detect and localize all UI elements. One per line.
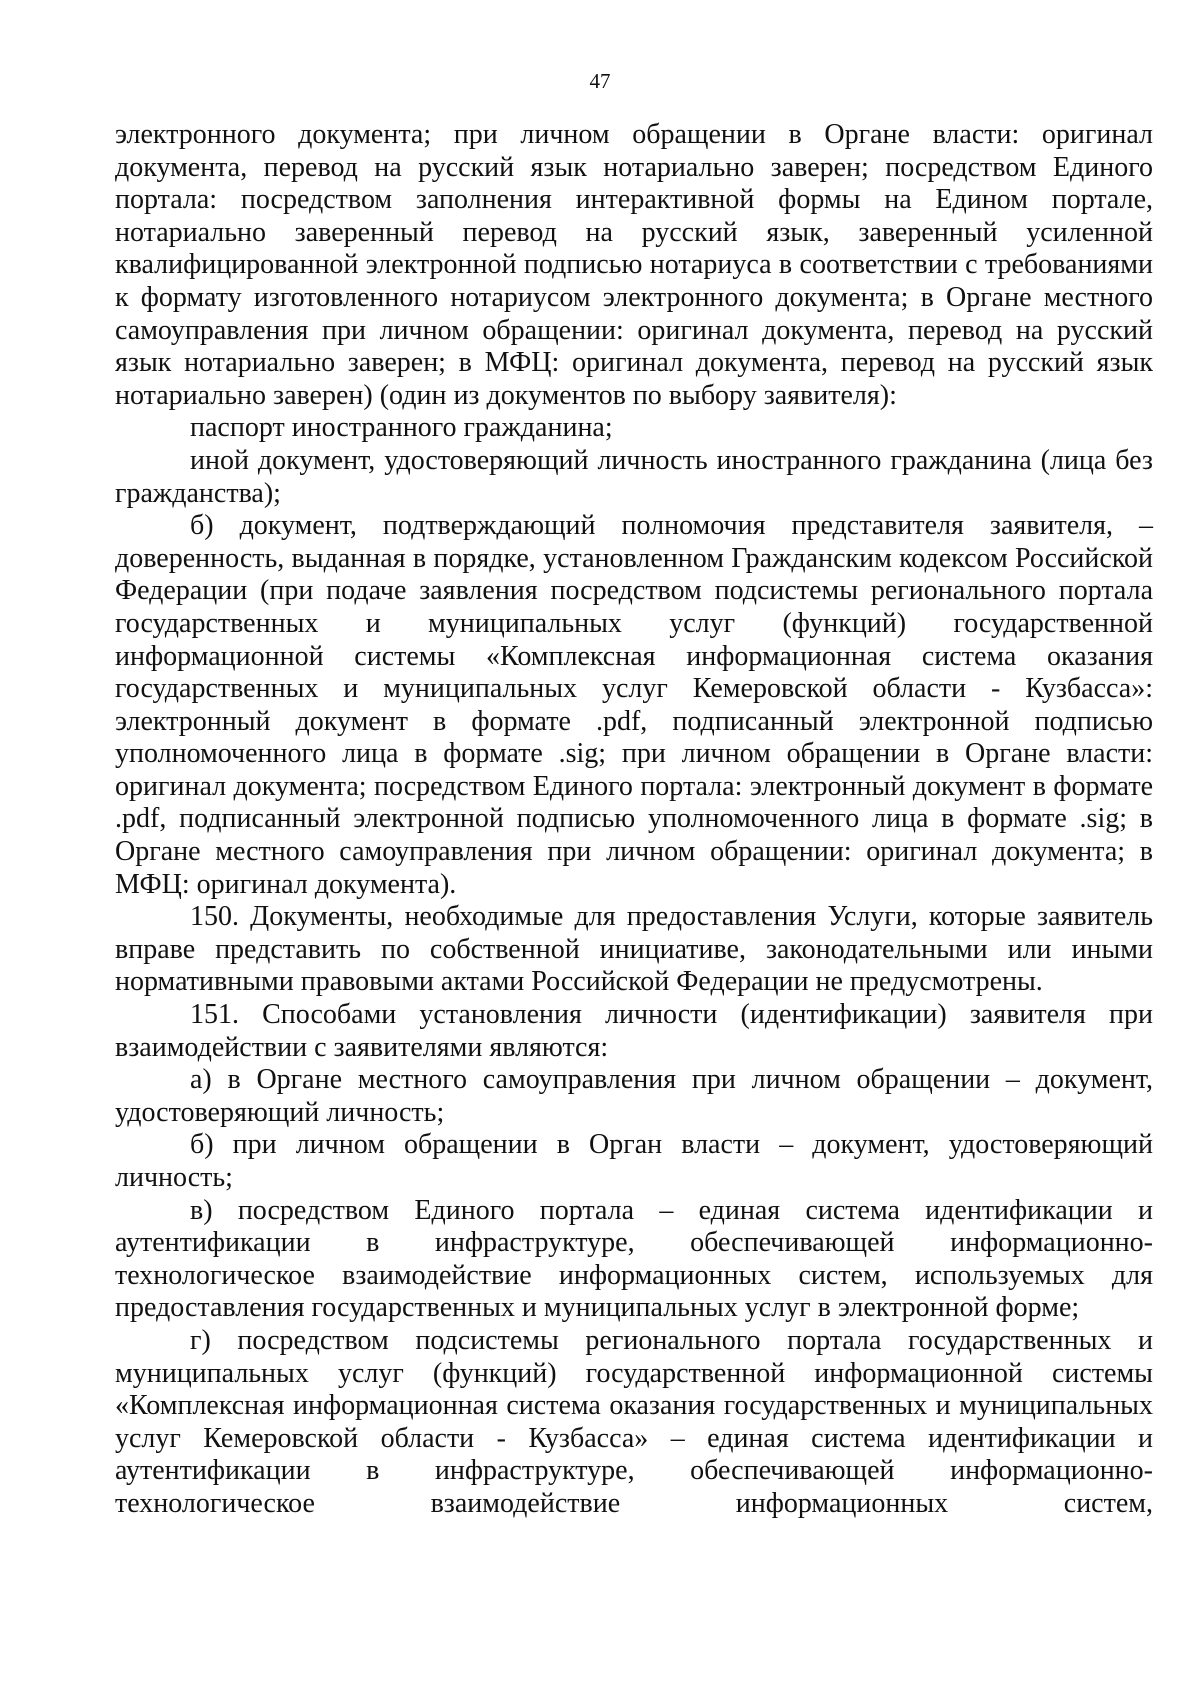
paragraph-foreign-passport: паспорт иностранного гражданина; <box>190 412 613 444</box>
paragraph-150: 150. Документы, необходимые для предоставления Услуги, которые заявитель вправе представить по собственной инициативе, законодательными или иными нормативными правовыми актами Российской Федерации не предусмотрены. <box>115 901 1153 998</box>
paragraph-item-b-representative: б) документ, подтверждающий полномочия представителя заявителя, – доверенность, выданная в порядке, установленном Гражданским кодексом Российской Федерации (при подаче заявления посредством подсистемы регионального портала государственных и муниципальных услуг (функций) государственной информационной системы «Комплексная информационная система оказания государственных и муниципальных услуг Кемеровской области - Кузбасса»: электронный документ в формате .pdf, подписанный электронной подписью уполномоченного лица в формате .sig; при личном обращении в Органе власти: оригинал документа; посредством Единого портала: электронный документ в формате .pdf, подписанный электронной подписью уполномоченного лица в формате .sig; в Органе местного самоуправления при личном обращении: оригинал документа; в МФЦ: оригинал документа). <box>115 510 1153 900</box>
paragraph-item-g: г) посредством подсистемы регионального портала государственных и муниципальных услуг (функций) государственной информационной системы «Комплексная информационная система оказания государственных и муниципальных услуг Кемеровской области - Кузбасса» – единая система идентификации и аутентификации в инфраструктуре, обеспечивающей информационно-технологическое взаимодействие информационных систем, <box>115 1324 1153 1519</box>
paragraph-other-identity-document: иной документ, удостоверяющий личность иностранного гражданина (лица без гражданства); <box>115 444 1153 509</box>
paragraph-151: 151. Способами установления личности (идентификации) заявителя при взаимодействии с заявителями являются: <box>115 999 1153 1063</box>
paragraph-continuation: электронного документа; при личном обращении в Органе власти: оригинал документа, перевод на русский язык нотариально заверен; посредством Единого портала: посредством заполнения интерактивной формы на Едином портале, нотариально заверенный перевод на русский язык, заверенный усиленной квалифицированной электронной подписью нотариуса в соответствии с требованиями к формату изготовленного нотариусом электронного документа; в Органе местного самоуправления при личном обращении: оригинал документа, перевод на русский язык нотариально заверен; в МФЦ: оригинал документа, перевод на русский язык нотариально заверен) (один из документов по выбору заявителя): <box>115 119 1153 411</box>
paragraph-item-b: б) при личном обращении в Орган власти – документ, удостоверяющий личность; <box>115 1129 1153 1193</box>
paragraph-item-a: а) в Органе местного самоуправления при личном обращении – документ, удостоверяющий личность; <box>115 1064 1153 1128</box>
paragraph-item-v: в) посредством Единого портала – единая система идентификации и аутентификации в инфраструктуре, обеспечивающей информационно-технологическое взаимодействие информационных систем, используемых для предоставления государственных и муниципальных услуг в электронной форме; <box>115 1194 1153 1324</box>
document-body <box>115 119 1153 1521</box>
page-number: 47 <box>589 69 611 93</box>
